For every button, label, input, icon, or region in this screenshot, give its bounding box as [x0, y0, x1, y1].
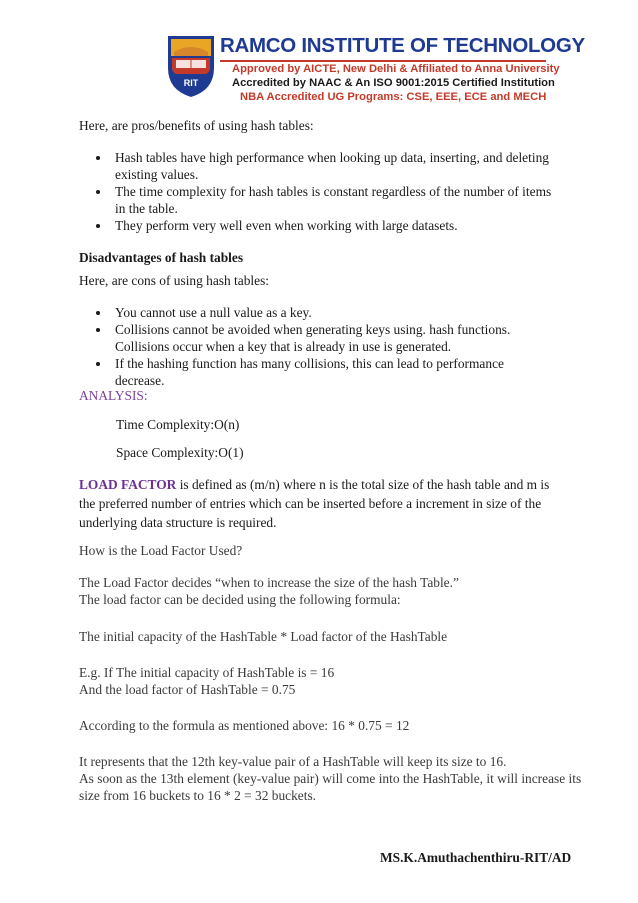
result-line-2: As soon as the 13th element (key-value pair) will come into the HashTable, it will increase its	[79, 771, 582, 786]
institution-header	[166, 34, 585, 103]
time-complexity: Time Complexity:O(n)	[116, 417, 240, 432]
svg-text:RIT: RIT	[183, 78, 199, 88]
cons-list	[96, 304, 556, 389]
list-item: If the hashing function has many collisions, this can lead to performance decrease.	[96, 355, 556, 389]
list-item: They perform very well even when working with large datasets.	[96, 217, 556, 234]
result-line-3: size from 16 buckets to 16 * 2 = 32 buckets.	[79, 788, 317, 803]
analysis-heading: ANALYSIS:	[79, 388, 148, 403]
space-complexity: Space Complexity:O(1)	[116, 445, 244, 460]
load-factor-question: How is the Load Factor Used?	[79, 543, 243, 558]
list-item: The time complexity for hash tables is constant regardless of the number of items in the table.	[96, 183, 556, 217]
load-factor-decides: The Load Factor decides “when to increase the size of the hash Table.”	[79, 575, 459, 590]
formula-intro: The load factor can be decided using the following formula:	[79, 592, 401, 607]
load-factor-definition	[79, 475, 559, 532]
pros-list	[96, 149, 556, 234]
cons-intro: Here, are cons of using hash tables:	[79, 273, 270, 288]
header-rule	[220, 60, 546, 62]
pros-intro: Here, are pros/benefits of using hash tables:	[79, 118, 314, 133]
load-factor-term: LOAD FACTOR	[79, 477, 177, 492]
author-footer: MS.K.Amuthachenthiru-RIT/AD	[380, 850, 572, 865]
institution-name: RAMCO INSTITUTE OF TECHNOLOGY	[220, 34, 585, 57]
result-line-1: It represents that the 12th key-value pair of a HashTable will keep its size to 16.	[79, 754, 507, 769]
disadvantages-heading: Disadvantages of hash tables	[79, 250, 244, 265]
institution-logo	[166, 34, 216, 98]
load-factor-definition-text: is defined as (m/n) where n is the total size of the hash table and m is the preferred number of entries which can be inserted before a increment in size of the underlying data structure is required.	[79, 477, 550, 530]
list-item: You cannot use a null value as a key.	[96, 304, 556, 321]
header-accreditation-line: Accredited by NAAC & An ISO 9001:2015 Certified Institution	[232, 77, 555, 89]
formula-calculation: According to the formula as mentioned above: 16 * 0.75 = 12	[79, 718, 410, 733]
example-capacity: E.g. If The initial capacity of HashTable is = 16	[79, 665, 335, 680]
header-nba-line: NBA Accredited UG Programs: CSE, EEE, ECE and MECH	[240, 91, 547, 103]
list-item: Hash tables have high performance when looking up data, inserting, and deleting existing values.	[96, 149, 556, 183]
list-item: Collisions cannot be avoided when generating keys using. hash functions. Collisions occur when a key that is already in use is generated.	[96, 321, 556, 355]
example-load-factor: And the load factor of HashTable = 0.75	[79, 682, 296, 697]
formula: The initial capacity of the HashTable * Load factor of the HashTable	[79, 629, 448, 644]
header-approval-line: Approved by AICTE, New Delhi & Affiliated to Anna University	[232, 63, 560, 75]
